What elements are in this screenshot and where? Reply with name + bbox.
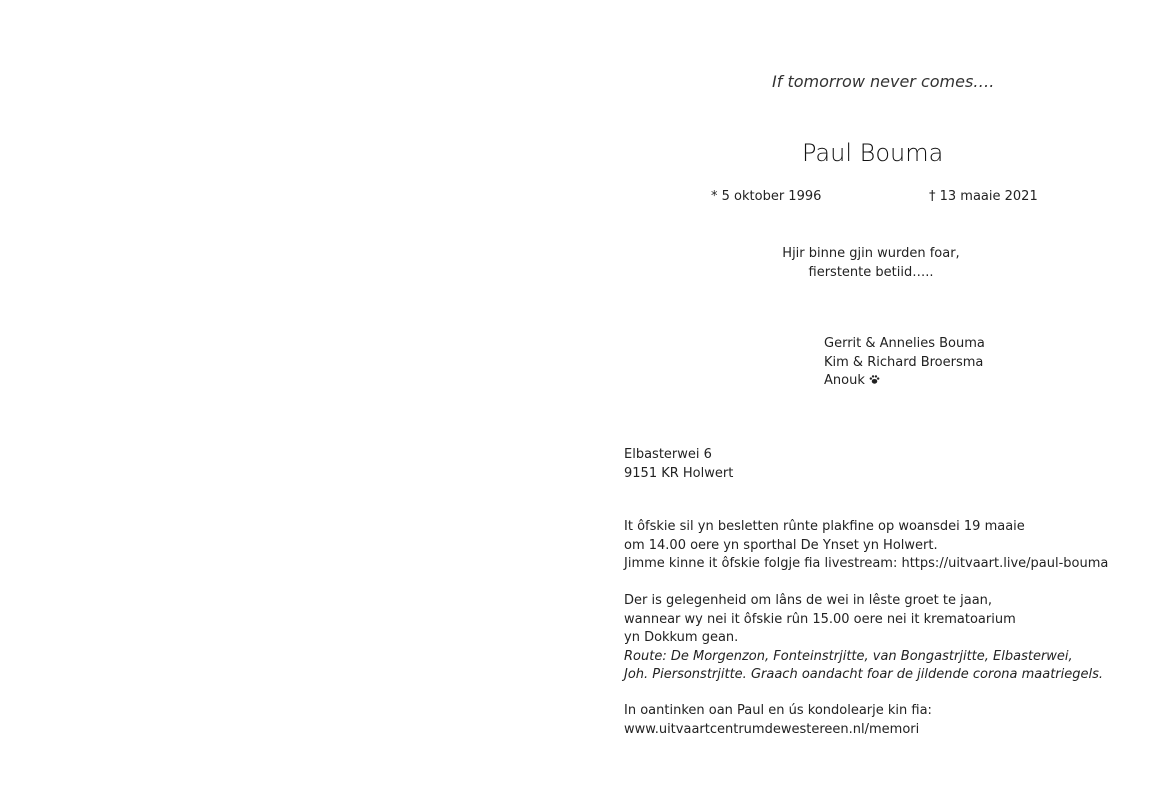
opening-quote: If tomorrow never comes…. <box>772 72 995 91</box>
poem-line: fierstente betiid….. <box>808 265 934 280</box>
family-member-with-paw <box>824 372 985 392</box>
poem-text <box>760 244 982 282</box>
family-member: Gerrit & Annelies Bouma <box>824 336 985 351</box>
condolence-info <box>624 702 932 739</box>
birth-date: * 5 oktober 1996 <box>711 189 822 204</box>
condolence-line: In oantinken oan Paul en ús kondolearje kin fia: <box>624 703 932 718</box>
ceremony-line: om 14.00 oere yn sporthal De Ynset yn Holwert. <box>624 537 938 553</box>
address-city: 9151 KR Holwert <box>624 466 734 481</box>
family-member: Kim & Richard Broersma <box>824 354 984 370</box>
family-member: Anouk <box>824 373 865 388</box>
procession-info <box>624 592 1103 685</box>
poem-line: Hjir binne gjin wurden foar, <box>782 246 960 261</box>
ceremony-info <box>624 518 1108 574</box>
procession-line: wannear wy nei it ôfskie rûn 15.00 oere nei it krematoarium <box>624 611 1016 627</box>
livestream-line: Jimme kinne it ôfskie folgje fia livestream: https://uitvaart.live/paul-bouma <box>624 556 1109 571</box>
address-street: Elbasterwei 6 <box>624 447 712 462</box>
family-list <box>824 335 985 392</box>
ceremony-line: It ôfskie sil yn besletten rûnte plakfine op woansdei 19 maaie <box>624 519 1025 534</box>
procession-line: yn Dokkum gean. <box>624 630 739 645</box>
paw-print-icon <box>869 373 880 392</box>
procession-line: Der is gelegenheid om lâns de wei in lêste groet te jaan, <box>624 593 993 608</box>
death-date: † 13 maaie 2021 <box>929 189 1038 204</box>
condolence-url: www.uitvaartcentrumdewestereen.nl/memori <box>624 721 920 737</box>
route-line: Route: De Morgenzon, Fonteinstrjitte, van Bongastrjitte, Elbasterwei, <box>624 648 1073 664</box>
address-block <box>624 445 733 483</box>
deceased-name: Paul Bouma <box>802 139 944 167</box>
route-line: Joh. Piersonstrjitte. Graach oandacht foar de jildende corona maatriegels. <box>624 667 1104 682</box>
